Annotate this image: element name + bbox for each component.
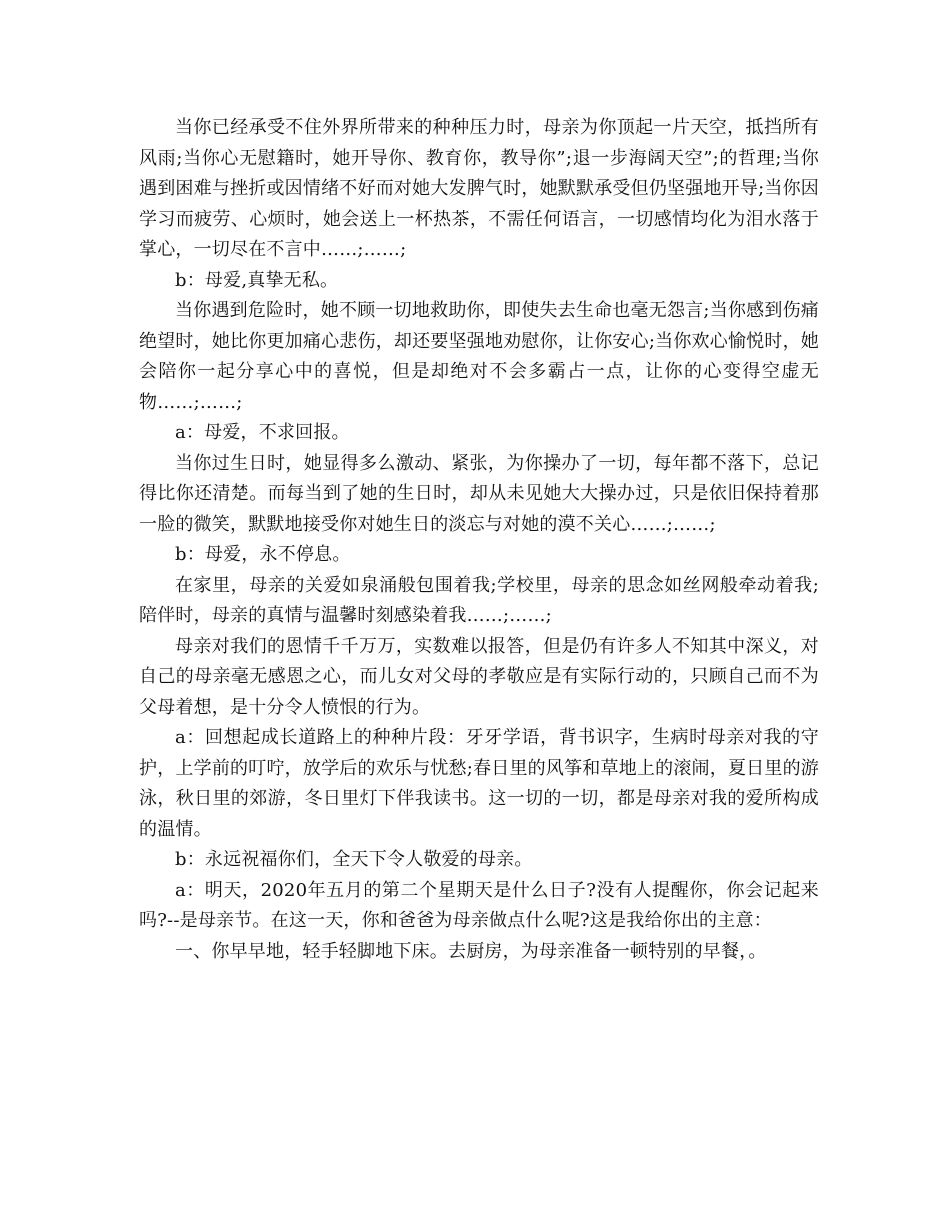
paragraph-2: b：母爱,真挚无私。 [175,269,339,291]
paragraph-7: 在家里，母亲的关爱如泉涌般包围着我;学校里，母亲的思念如丝网般牵动着我;陪伴时，母亲的真情与温馨时刻感染着我……;……; [139,574,819,626]
document-body [139,113,819,967]
paragraph-12: 一、你早早地，轻手轻脚地下床。去厨房，为母亲准备一顿特别的早餐，。 [175,940,767,962]
paragraph-5: 当你过生日时，她显得多么激动、紧张，为你操办了一切，每年都不落下，总记得比你还清楚。而每当到了她的生日时，却从未见她大大操办过，只是依旧保持着那一脸的微笑，默默地接受你对她生日的淡忘与对她的漠不关心……;……; [139,452,819,535]
paragraph-4: a：母爱，不求回报。 [175,422,350,443]
paragraph-10: b：永远祝福你们，全天下令人敬爱的母亲。 [175,849,533,870]
paragraph-9: a：回想起成长道路上的种种片段：牙牙学语，背书识字，生病时母亲对我的守护，上学前的叮咛，放学后的欢乐与忧愁;春日里的风筝和草地上的滚闹，夏日里的游泳，秋日里的郊游，冬日里灯下伴我读书。这一切的一切，都是母亲对我的爱所构成的温情。 [139,727,819,840]
paragraph-6: b：母爱，永不停息。 [175,544,351,565]
paragraph-11: a：明天，2020年五月的第二个星期天是什么日子?没有人提醒你，你会记起来吗?--是母亲节。在这一天，你和爸爸为母亲做点什么呢?这是我给你出的主意： [139,879,819,931]
paragraph-8: 母亲对我们的恩情千千万万，实数难以报答，但是仍有许多人不知其中深义，对自己的母亲毫无感恩之心，而儿女对父母的孝敬应是有实际行动的，只顾自己而不为父母着想，是十分令人愤恨的行为。 [139,635,819,718]
paragraph-3: 当你遇到危险时，她不顾一切地救助你，即使失去生命也毫无怨言;当你感到伤痛绝望时，她比你更加痛心悲伤，却还要坚强地劝慰你，让你安心;当你欢心愉悦时，她会陪你一起分享心中的喜悦，但是却绝对不会多霸占一点，让你的心变得空虚无物……;……; [139,300,819,413]
paragraph-1: 当你已经承受不住外界所带来的种种压力时，母亲为你顶起一片天空，抵挡所有风雨;当你心无慰籍时，她开导你、教育你，教导你”;退一步海阔天空”;的哲理;当你遇到困难与挫折或因情绪不好而对她大发脾气时，她默默承受但仍坚强地开导;当你因学习而疲劳、心烦时，她会送上一杯热茶，不需任何语言，一切感情均化为泪水落于掌心，一切尽在不言中……;……; [139,117,819,260]
